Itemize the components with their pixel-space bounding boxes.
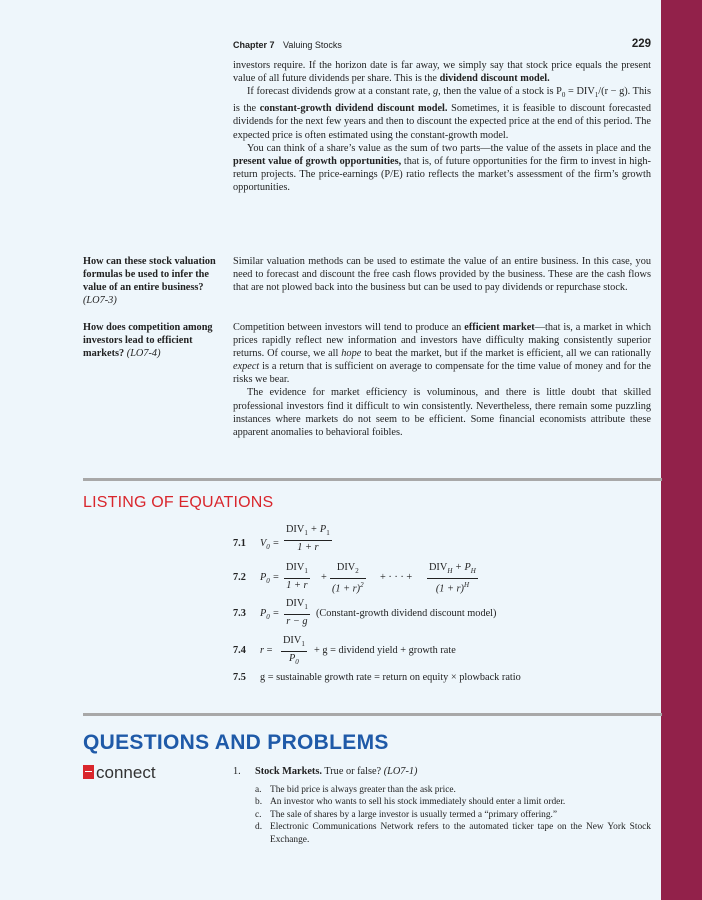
section-divider-questions [83,713,662,716]
connect-logo: connect [83,763,156,783]
chapter-label: Chapter 7 [233,40,275,50]
page-edge-band [661,0,702,900]
term-efficient-market: efficient market [464,322,535,333]
margin-question-efficiency: How does competition among investors lead to efficient markets? (LO7-4) [83,322,213,360]
list-item: b. An investor who wants to sell his stock immediately should enter a limit order. [255,797,566,808]
paragraph-constant-growth: If forecast dividends grow at a constant rate, g, then the value of a stock is $P_0 = DIV_1/(r - g)$. This is the constant-growth dividend discount model. Sometimes, it is feasible to discount forecasted dividends for the next few years and then to discount the expected price at the end of this period. The expected price is often estimated using the constant-growth model. [233,86,651,141]
intro-text [233,59,651,194]
section-label: Valuing Stocks [283,40,342,50]
page-number: 229 [631,38,651,50]
term-constant-growth-ddm: constant-growth dividend discount model. [259,103,448,115]
listing-of-equations-heading: LISTING OF EQUATIONS [83,494,274,511]
margin-question-business: How can these stock valuation formulas be used to infer the value of an entire business? (LO7-3) [83,256,216,307]
term-pvgo: present value of growth opportunities, [233,155,402,167]
term-dividend-discount-model: dividend discount model. [439,73,550,85]
list-item: a. The bid price is always greater than the ask price. [255,785,456,795]
list-item: c. The sale of shares by a large investor is usually termed a “primary offering.” [255,809,558,820]
questions-and-problems-heading: QUESTIONS AND PROBLEMS [83,731,389,754]
paragraph-efficient-market: Competition between investors will tend to produce an efficient market—that is, a market in which prices rapidly reflect new information and investors have difficulty making consistently superior returns. Of course, we all hope to beat the market, but if the market is efficient, all we can rationally expect is a return that is sufficient on average to compensate for the time value of money and for the risks we bear. The evidence for market efficiency is voluminous, and there is little doubt that skilled professional investors find it difficult to win consistently. Nevertheless, there remain some puzzling instances where markets do not seem to be efficient. Some financial economists attribute these apparent anomalies to behavioral foibles. [233,322,651,438]
question-1: 1. Stock Markets. True or false? (LO7-1) [233,766,418,777]
mcgraw-hill-logo-icon [83,765,94,779]
running-header [233,40,651,54]
list-item: d. Electronic Communications Network refers to the automated ticker tape on the New York Stock Exchange. [255,822,651,845]
paragraph-business-valuation: Similar valuation methods can be used to estimate the value of an entire business. In this case, you need to forecast and discount the free cash flows provided by the business. These are the cash flows that are not plowed back into the business but can be used to pay dividends or repurchase stock. [233,256,651,294]
question-1-items [255,784,651,846]
paragraph-pvgo: You can think of a share’s value as the sum of two parts—the value of the assets in place and the present value of growth opportunities, that is, of future opportunities for the firm to invest in high-return projects. The price-earnings (P/E) ratio reflects the market’s assessment of the firm’s growth opportunities. [233,142,651,193]
section-divider [83,478,662,481]
paragraph-ddm: investors require. If the horizon date is far away, we simply say that stock price equals the present value of all future dividends per share. This is the dividend discount model. [233,60,651,85]
